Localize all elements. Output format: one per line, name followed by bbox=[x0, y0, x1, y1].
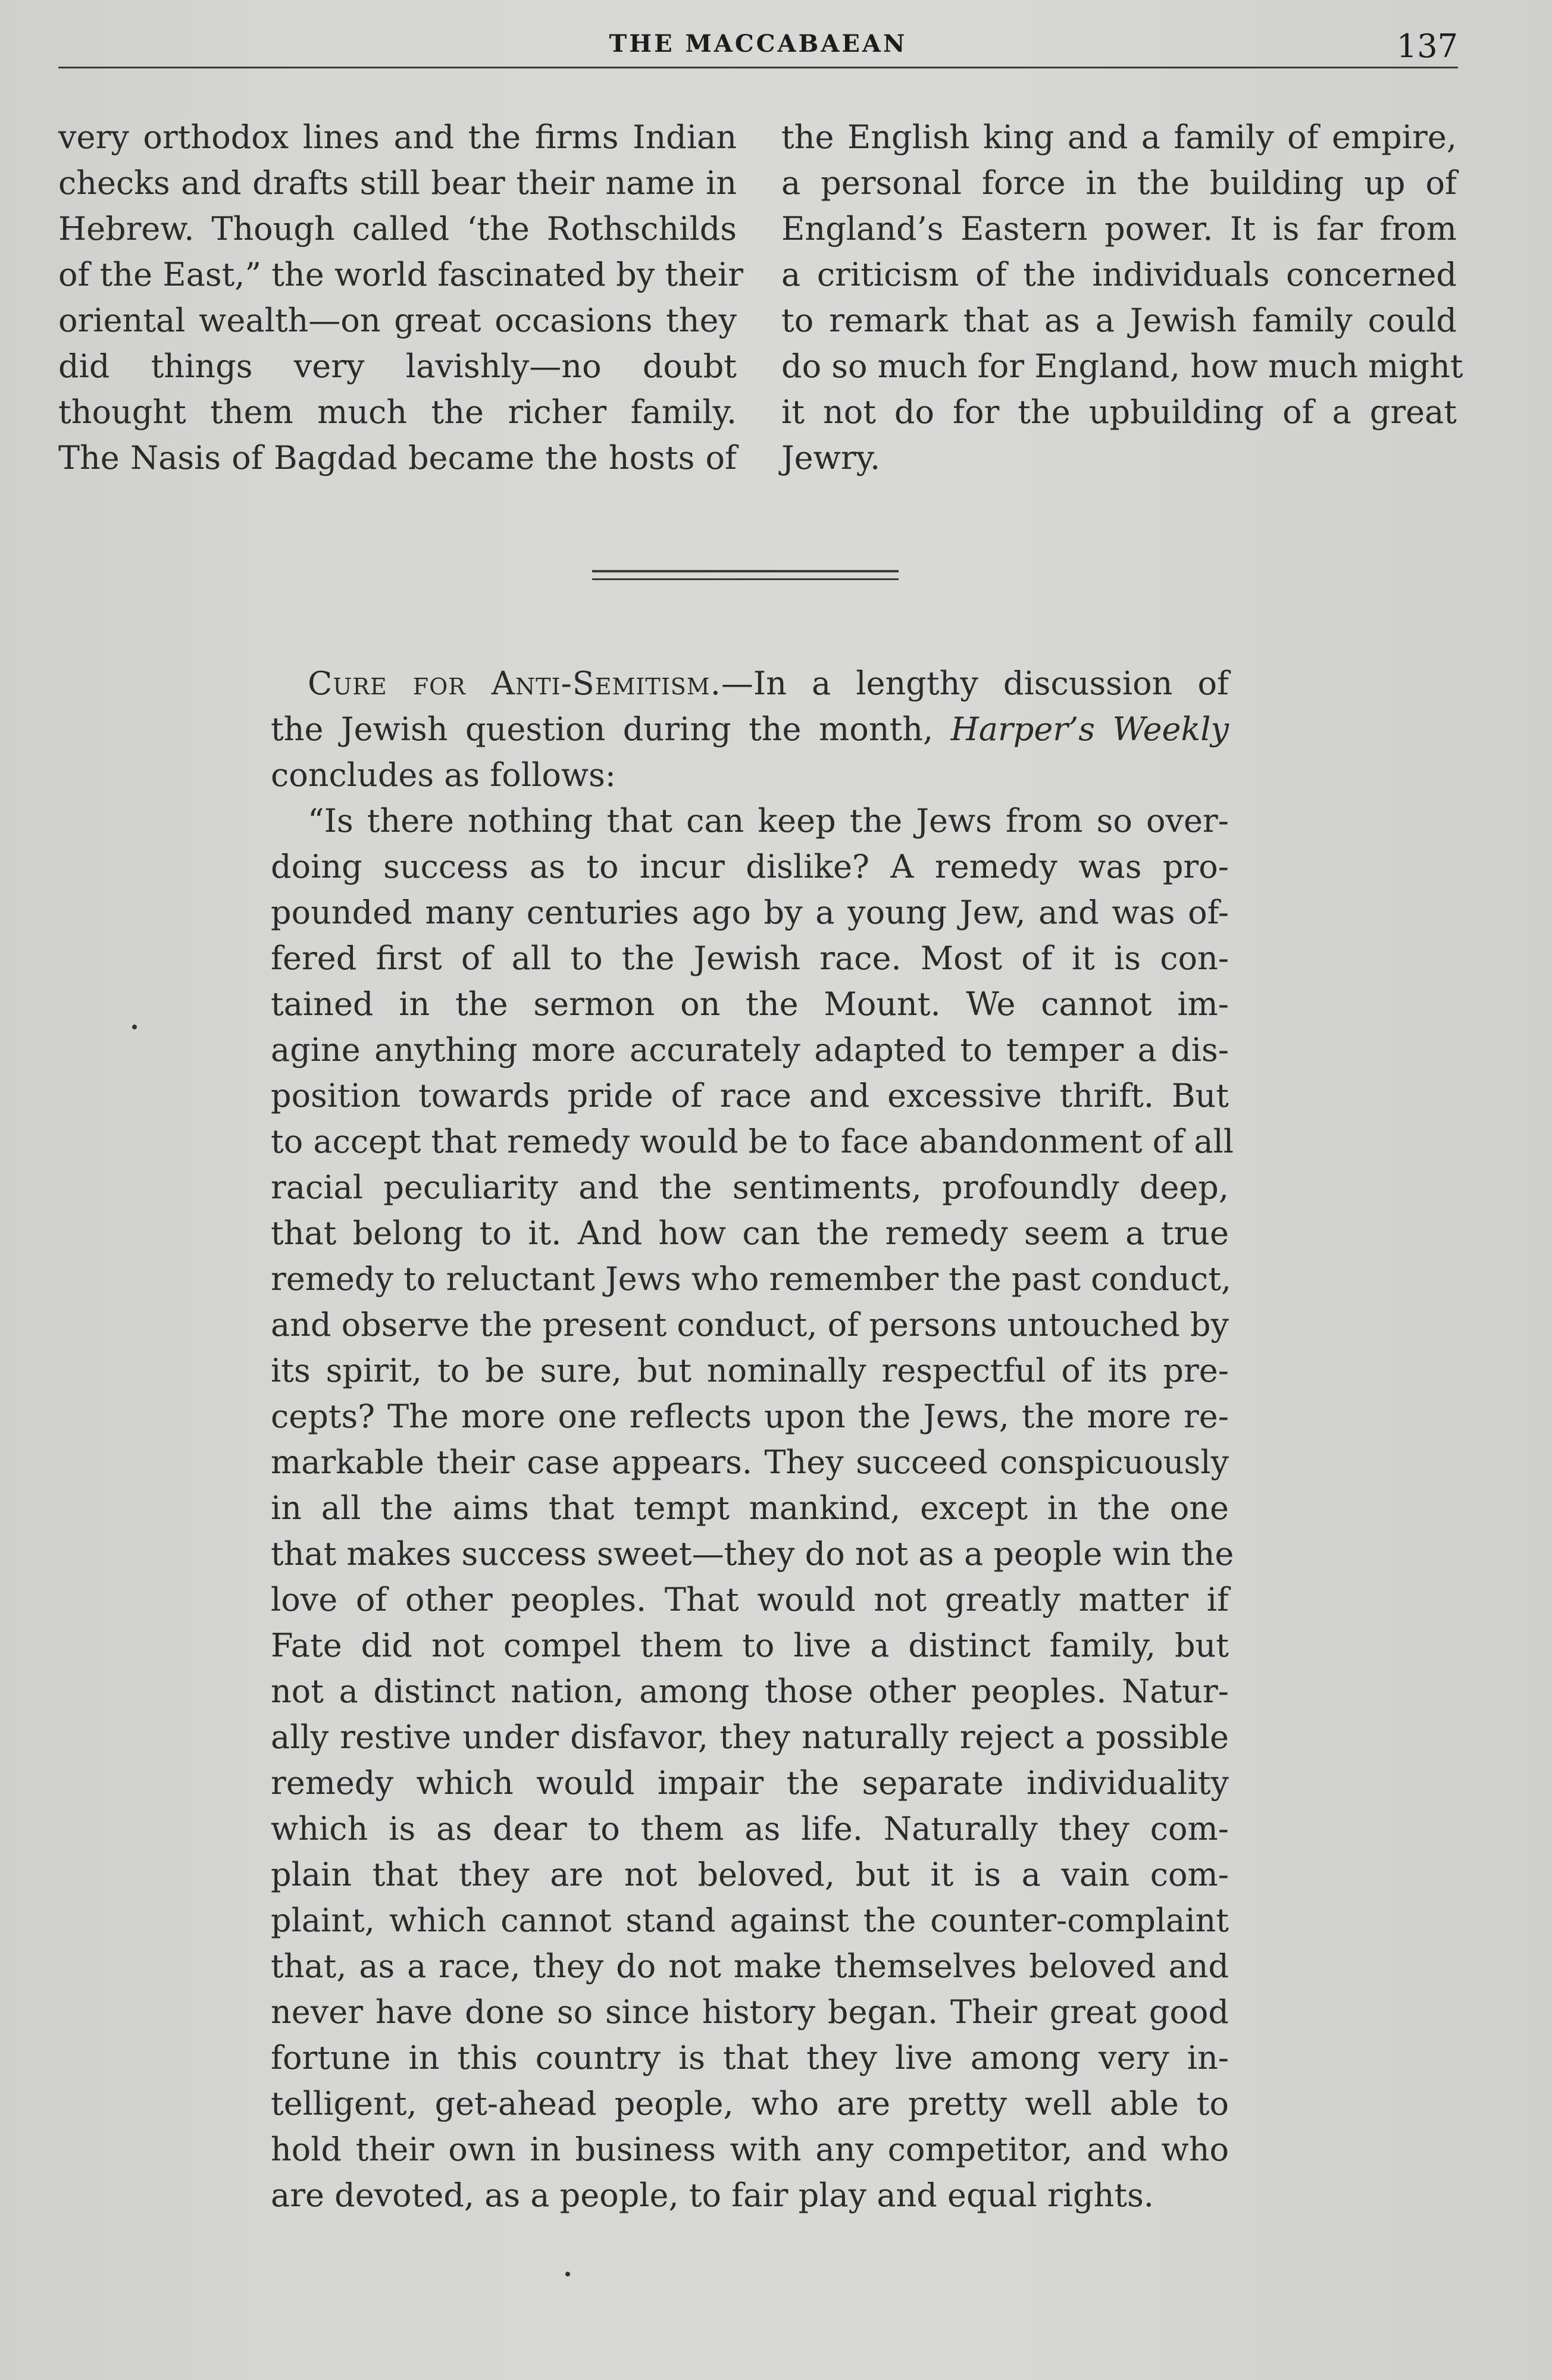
text-line: very orthodox lines and the firms Indian bbox=[58, 118, 737, 156]
publication-name: Harper’s Weekly bbox=[950, 710, 1229, 748]
quote-line: never have done so since history began. Their great good bbox=[271, 1993, 1229, 2031]
quote-line: tained in the sermon on the Mount. We cannot im- bbox=[271, 985, 1229, 1023]
quote-line: love of other peoples. That would not greatly matter if bbox=[271, 1581, 1229, 1618]
print-speck bbox=[565, 2272, 570, 2276]
article-cure-for-anti-semitism bbox=[271, 660, 1234, 2218]
text-line: did things very lavishly—no doubt bbox=[58, 347, 737, 385]
left-column bbox=[58, 114, 743, 481]
divider-rule-bottom bbox=[592, 578, 899, 580]
text-line: a criticism of the individuals concerned bbox=[781, 256, 1457, 293]
text-line: a personal force in the building up of bbox=[781, 164, 1457, 202]
article-heading: Cure for Anti-Semitism. bbox=[308, 665, 721, 702]
quote-line: plaint, which cannot stand against the counter-complaint bbox=[271, 1902, 1229, 1939]
text-line: Hebrew. Though called ‘the Rothschilds bbox=[58, 210, 737, 248]
article-intro-line bbox=[271, 706, 1229, 752]
article-intro-line bbox=[271, 660, 1229, 706]
section-divider bbox=[592, 570, 899, 580]
article-intro-line: concludes as follows: bbox=[271, 756, 616, 794]
text-line: England’s Eastern power. It is far from bbox=[781, 210, 1457, 248]
quote-line: and observe the present conduct, of persons untouched by bbox=[271, 1306, 1229, 1344]
text-line: checks and drafts still bear their name in bbox=[58, 164, 737, 202]
quote-line: to accept that remedy would be to face abandonment of all bbox=[271, 1123, 1234, 1160]
quote-line: that, as a race, they do not make themselves beloved and bbox=[271, 1947, 1229, 1985]
quote-line: ally restive under disfavor, they naturally reject a possible bbox=[271, 1718, 1229, 1756]
intro-text: the Jewish question during the month, bbox=[271, 710, 934, 748]
quote-line: hold their own in business with any competitor, and who bbox=[271, 2131, 1229, 2168]
quote-line: cepts? The more one reflects upon the Jews, the more re- bbox=[271, 1398, 1229, 1435]
quote-line: “Is there nothing that can keep the Jews from so over- bbox=[308, 802, 1229, 840]
print-speck bbox=[132, 1025, 137, 1029]
quote-line: fortune in this country is that they live among very in- bbox=[271, 2039, 1229, 2077]
quote-line: markable their case appears. They succeed conspicuously bbox=[271, 1443, 1229, 1481]
quote-line: that belong to it. And how can the remedy seem a true bbox=[271, 1214, 1229, 1252]
running-head: THE MACCABAEAN bbox=[609, 30, 908, 58]
header-rule bbox=[58, 67, 1458, 68]
quote-line: position towards pride of race and excessive thrift. But bbox=[271, 1077, 1229, 1114]
page-header bbox=[58, 27, 1458, 71]
divider-rule-top bbox=[592, 570, 899, 572]
right-column bbox=[781, 114, 1463, 481]
quote-line: agine anything more accurately adapted to temper a dis- bbox=[271, 1031, 1229, 1069]
quote-line: its spirit, to be sure, but nominally respectful of its pre- bbox=[271, 1352, 1229, 1389]
quote-line: remedy which would impair the separate individuality bbox=[271, 1764, 1229, 1802]
quote-line: which is as dear to them as life. Naturally they com- bbox=[271, 1810, 1229, 1847]
quote-line: remedy to reluctant Jews who remember the past conduct, bbox=[271, 1260, 1232, 1298]
text-line: of the East,” the world fascinated by their bbox=[58, 256, 743, 293]
quote-line: pounded many centuries ago by a young Jew, and was of- bbox=[271, 894, 1229, 931]
quote-line: racial peculiarity and the sentiments, profoundly deep, bbox=[271, 1169, 1229, 1206]
quote-line: plain that they are not beloved, but it is a vain com- bbox=[271, 1856, 1229, 1893]
text-line: The Nasis of Bagdad became the hosts of bbox=[58, 439, 737, 477]
quote-line: that makes success sweet—they do not as a people win the bbox=[271, 1535, 1234, 1573]
intro-text: —In a lengthy discussion of bbox=[721, 665, 1229, 702]
quote-line: are devoted, as a people, to fair play and equal rights. bbox=[271, 2177, 1154, 2214]
text-line: Jewry. bbox=[781, 439, 881, 477]
quote-line: doing success as to incur dislike? A remedy was pro- bbox=[271, 848, 1229, 885]
text-line: do so much for England, how much might bbox=[781, 347, 1463, 385]
quote-line: not a distinct nation, among those other peoples. Natur- bbox=[271, 1673, 1229, 1710]
quote-line: telligent, get-ahead people, who are pretty well able to bbox=[271, 2085, 1229, 2122]
quote-line: in all the aims that tempt mankind, except in the one bbox=[271, 1489, 1229, 1527]
quote-line: fered first of all to the Jewish race. Most of it is con- bbox=[271, 940, 1229, 977]
quote-line: Fate did not compel them to live a distinct family, but bbox=[271, 1627, 1229, 1664]
text-line: oriental wealth—on great occasions they bbox=[58, 302, 737, 339]
text-line: it not do for the upbuilding of a great bbox=[781, 393, 1457, 431]
text-line: to remark that as a Jewish family could bbox=[781, 302, 1457, 339]
page-number: 137 bbox=[1396, 27, 1458, 65]
text-line: the English king and a family of empire, bbox=[781, 118, 1457, 156]
text-line: thought them much the richer family. bbox=[58, 393, 737, 431]
